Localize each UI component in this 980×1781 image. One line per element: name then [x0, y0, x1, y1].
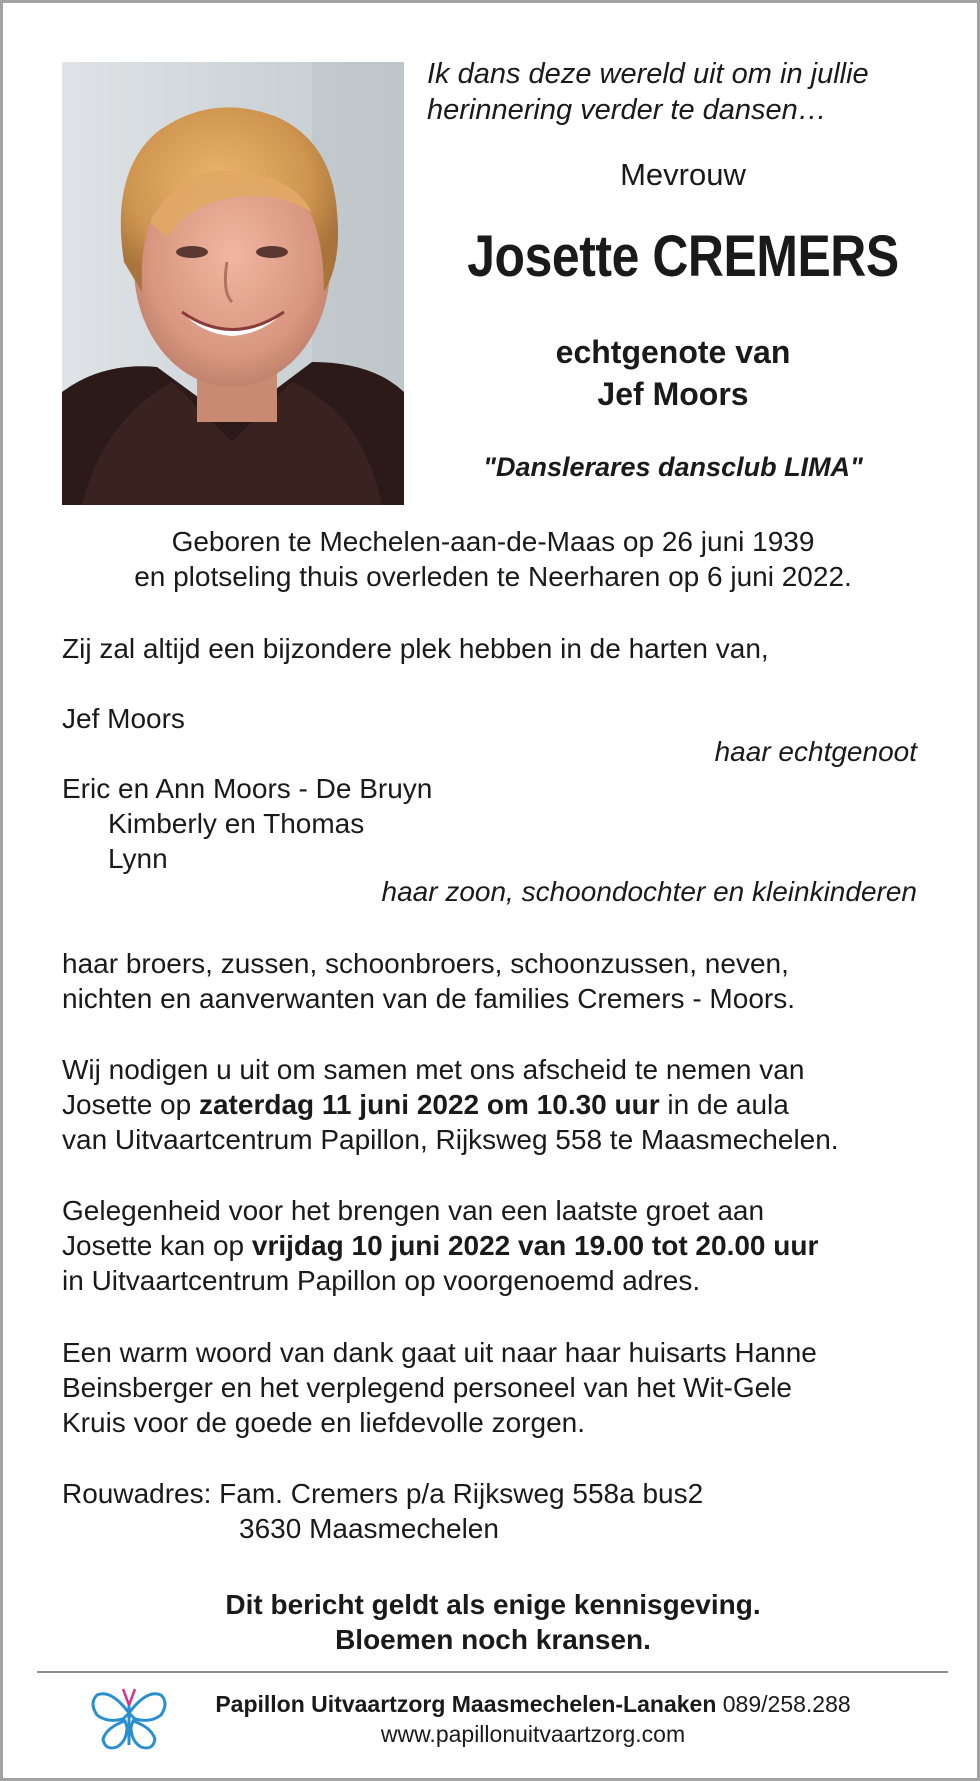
- footer-divider: [37, 1671, 948, 1673]
- relatives-block: [62, 946, 795, 1016]
- thanks-line-1: Een warm woord van dank gaat uit naar haar huisarts Hanne: [62, 1337, 817, 1368]
- thanks-block: [62, 1335, 817, 1440]
- relatives-line-1: haar broers, zussen, schoonbroers, schoonzussen, neven,: [62, 948, 789, 979]
- farewell-line-2-post: in de aula: [659, 1089, 789, 1120]
- farewell-line-3: van Uitvaartcentrum Papillon, Rijksweg 558 te Maasmechelen.: [62, 1124, 839, 1155]
- visitation-datetime: vrijdag 10 juni 2022 van 19.00 tot 20.00 uur: [251, 1230, 819, 1261]
- intro-text: Zij zal altijd een bijzondere plek hebben in de harten van,: [62, 633, 769, 664]
- mourning-address: [62, 1476, 703, 1546]
- honorific: Mevrouw: [620, 157, 746, 192]
- quote-line-1: Ik dans deze wereld uit om in jullie: [427, 58, 869, 90]
- opening-quote: [427, 56, 869, 128]
- farewell-block: [62, 1052, 839, 1157]
- notice-block: [43, 1587, 943, 1657]
- husband-role: haar echtgenoot: [714, 736, 917, 767]
- portrait-photo: [62, 62, 404, 505]
- address-line-2: 3630 Maasmechelen: [239, 1513, 499, 1544]
- farewell-line-2: [62, 1087, 839, 1122]
- funeral-home-phone: 089/258.288: [716, 1691, 851, 1717]
- address-line-1: Rouwadres: Fam. Cremers p/a Rijksweg 558a bus2: [62, 1478, 704, 1509]
- thanks-line-3: Kruis voor de goede en liefdevolle zorgen.: [62, 1407, 586, 1438]
- funeral-home-contact: [183, 1691, 883, 1718]
- visitation-line-2-pre: Josette kan op: [62, 1230, 252, 1261]
- farewell-line-1: Wij nodigen u uit om samen met ons afscheid te nemen van: [62, 1054, 805, 1085]
- funeral-home-website[interactable]: www.papillonuitvaartzorg.com: [380, 1721, 686, 1747]
- spouse-relation: echtgenote van: [555, 334, 791, 370]
- grandchildren-2: Lynn: [108, 843, 168, 874]
- club-title: "Danslerares dansclub LIMA": [483, 452, 863, 482]
- visitation-line-1: Gelegenheid voor het brengen van een laatste groet aan: [62, 1195, 765, 1226]
- notice-line-1: Dit bericht geldt als enige kennisgeving.: [225, 1589, 761, 1620]
- visitation-block: [62, 1193, 818, 1298]
- birth-death-info: [43, 524, 943, 594]
- relatives-line-2: nichten en aanverwanten van de families Cremers - Moors.: [62, 983, 796, 1014]
- husband-name: Jef Moors: [62, 703, 185, 734]
- funeral-datetime: zaterdag 11 juni 2022 om 10.30 uur: [198, 1089, 660, 1120]
- thanks-line-2: Beinsberger en het verplegend personeel van het Wit-Gele: [62, 1372, 792, 1403]
- visitation-line-3: in Uitvaartcentrum Papillon op voorgenoemd adres.: [62, 1265, 701, 1296]
- butterfly-logo-icon: [89, 1683, 169, 1755]
- deceased-name: Josette CREMERS: [467, 224, 899, 289]
- birth-line: Geboren te Mechelen-aan-de-Maas op 26 juni 1939: [171, 526, 815, 557]
- spouse-name: Jef Moors: [597, 376, 749, 412]
- visitation-line-2: [62, 1228, 818, 1263]
- spouse-block: [423, 331, 923, 415]
- quote-line-2: herinnering verder te dansen…: [427, 94, 827, 126]
- son-role: haar zoon, schoondochter en kleinkinderen: [381, 876, 917, 907]
- death-line: en plotseling thuis overleden te Neerharen op 6 juni 2022.: [134, 561, 852, 592]
- farewell-line-2-pre: Josette op: [62, 1089, 199, 1120]
- grandchildren-1: Kimberly en Thomas: [108, 808, 365, 839]
- funeral-home-name: Papillon Uitvaartzorg Maasmechelen-Lanaken: [215, 1691, 717, 1717]
- notice-line-2: Bloemen noch kransen.: [335, 1624, 651, 1655]
- son-name: Eric en Ann Moors - De Bruyn: [62, 773, 433, 804]
